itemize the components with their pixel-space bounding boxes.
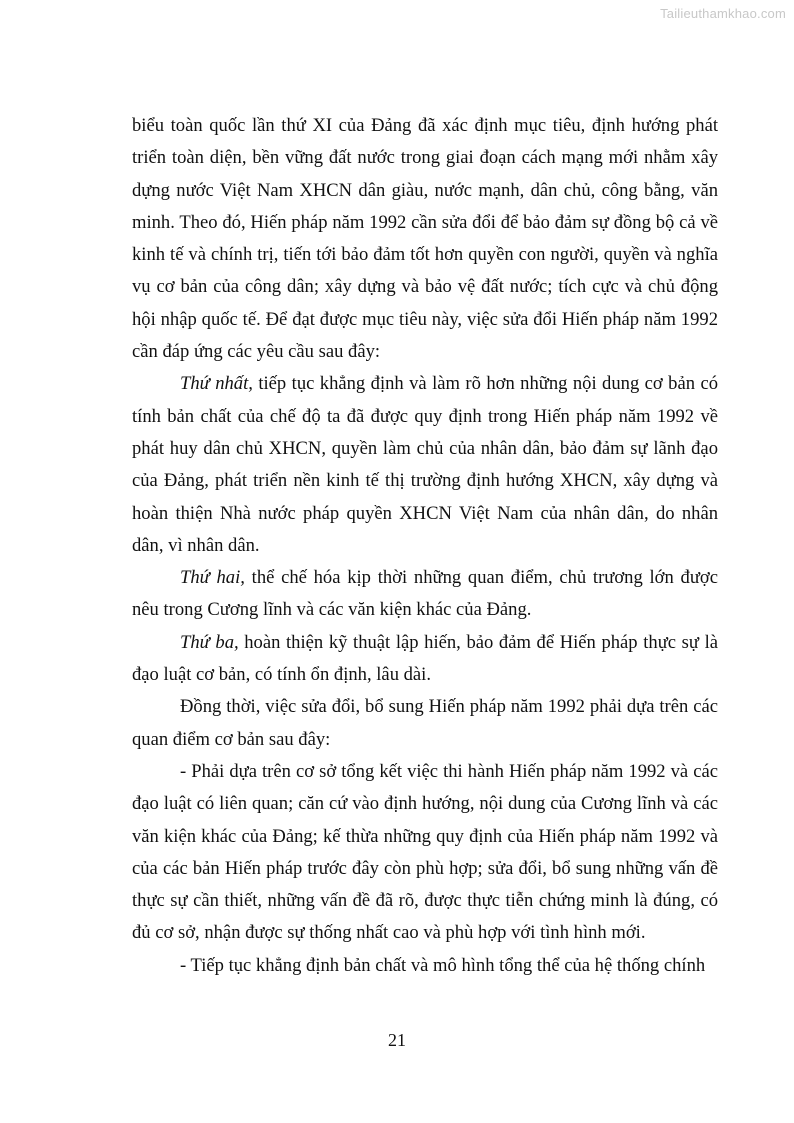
document-body <box>132 110 718 982</box>
watermark: Tailieuthamkhao.com <box>660 6 786 21</box>
paragraph-third-requirement <box>132 627 718 692</box>
paragraph-first-requirement <box>132 368 718 562</box>
paragraph-text: - Tiếp tục khẳng định bản chất và mô hình tổng thể của hệ thống chính <box>180 954 706 976</box>
paragraph-viewpoint-item <box>132 756 718 950</box>
paragraph-viewpoint-item <box>132 950 718 982</box>
paragraph-text: thể chế hóa kịp thời những quan điểm, chủ trương lớn được nêu trong Cương lĩnh và các văn kiện khác của Đảng. <box>132 567 718 621</box>
page-number: 21 <box>388 1030 406 1050</box>
paragraph-viewpoints-intro <box>132 691 718 756</box>
paragraph-text: Đồng thời, việc sửa đổi, bổ sung Hiến pháp năm 1992 phải dựa trên các quan điểm cơ bản sau đây: <box>132 696 718 750</box>
paragraph-text: tiếp tục khẳng định và làm rõ hơn những nội dung cơ bản có tính bản chất của chế độ ta đã được quy định trong Hiến pháp năm 1992 về phát huy dân chủ XHCN, quyền làm chủ của nhân dân, bảo đảm sự lãnh đạo của Đảng, phát triển nền kinh tế thị trường định hướng XHCN, xây dựng và hoàn thiện Nhà nước pháp quyền XHCN Việt Nam của nhân dân, do nhân dân, vì nhân dân. <box>132 373 718 556</box>
paragraph-lead: Thứ ba, <box>180 631 239 653</box>
paragraph-text: hoàn thiện kỹ thuật lập hiến, bảo đảm để Hiến pháp thực sự là đạo luật cơ bản, có tính ổn định, lâu dài. <box>132 631 718 686</box>
paragraph-text: biểu toàn quốc lần thứ XI của Đảng đã xác định mục tiêu, định hướng phát triển toàn diện, bền vững đất nước trong giai đoạn cách mạng mới nhằm xây dựng nước Việt Nam XHCN dân giàu, nước mạnh, dân chủ, công bằng, văn minh. Theo đó, Hiến pháp năm 1992 cần sửa đổi để bảo đảm sự đồng bộ cả về kinh tế và chính trị, tiến tới bảo đảm tốt hơn quyền con người, quyền và nghĩa vụ cơ bản của công dân; xây dựng và bảo vệ đất nước; tích cực và chủ động hội nhập quốc tế. Để đạt được mục tiêu này, việc sửa đổi Hiến pháp năm 1992 cần đáp ứng các yêu cầu sau đây: <box>132 115 718 363</box>
paragraph-continuation <box>132 110 718 368</box>
paragraph-lead: Thứ nhất, <box>180 373 253 395</box>
paragraph-second-requirement <box>132 562 718 627</box>
paragraph-lead: Thứ hai, <box>180 567 245 589</box>
paragraph-text: - Phải dựa trên cơ sở tổng kết việc thi hành Hiến pháp năm 1992 và các đạo luật có liên quan; căn cứ vào định hướng, nội dung của Cương lĩnh và các văn kiện khác của Đảng; kế thừa những quy định của Hiến pháp năm 1992 và của các bản Hiến pháp trước đây còn phù hợp; sửa đổi, bổ sung những vấn đề thực sự cần thiết, những vấn đề đã rõ, được thực tiễn chứng minh là đúng, có đủ cơ sở, nhận được sự thống nhất cao và phù hợp với tình hình mới. <box>132 760 718 944</box>
